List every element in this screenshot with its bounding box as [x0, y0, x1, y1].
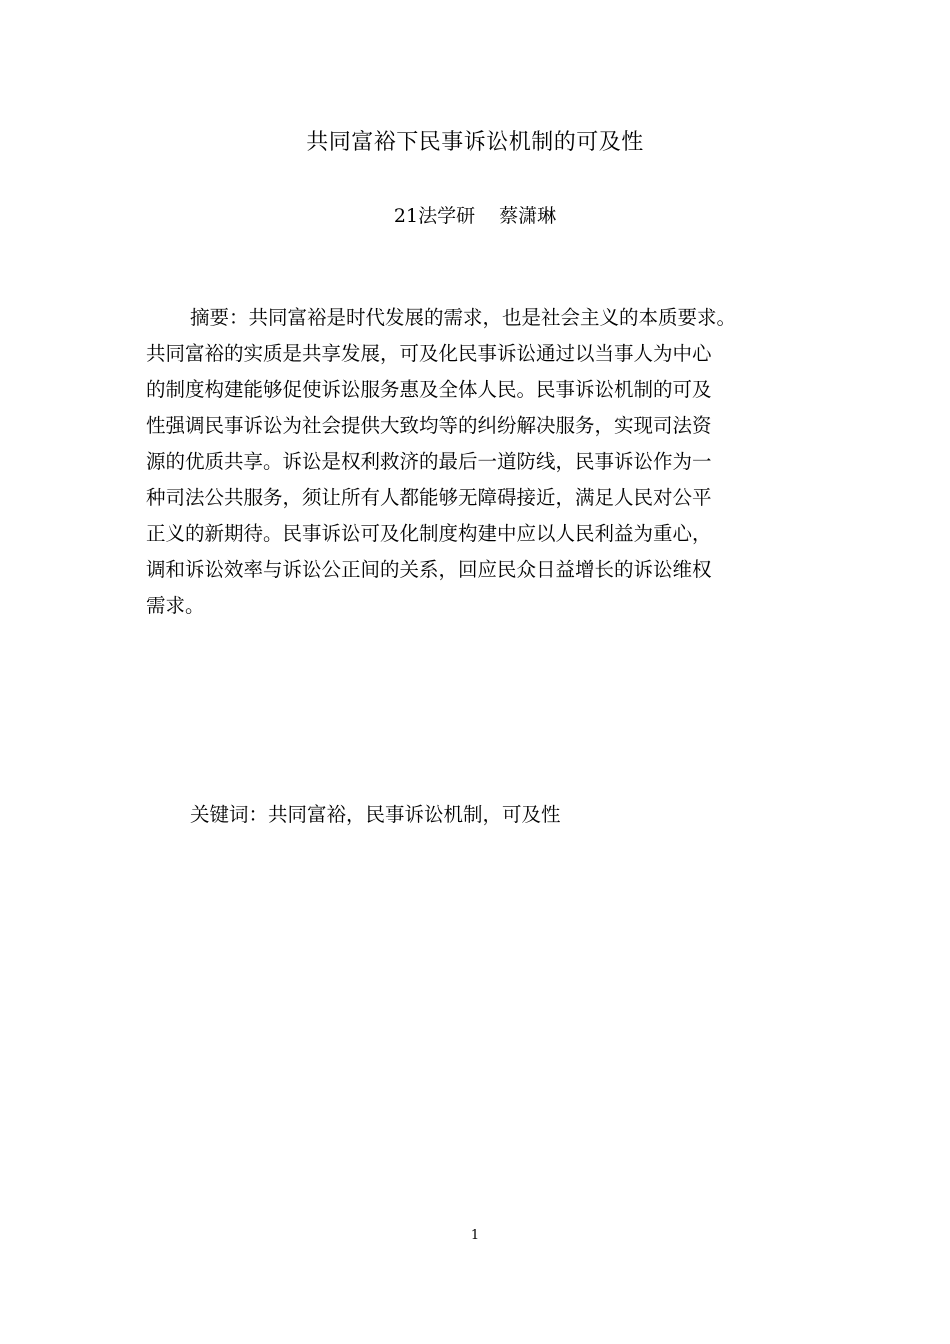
abstract-line: 的制度构建能够促使诉讼服务惠及全体人民。民事诉讼机制的可及	[146, 378, 712, 401]
abstract-line: 正义的新期待。民事诉讼可及化制度构建中应以人民利益为重心，	[146, 522, 712, 545]
document-title: 共同富裕下民事诉讼机制的可及性	[306, 130, 644, 155]
page-number: 1	[470, 1228, 480, 1243]
keywords-line	[190, 800, 561, 830]
abstract-line: 性强调民事诉讼为社会提供大致均等的纠纷解决服务，实现司法资	[146, 414, 712, 437]
abstract-text: 共同富裕是时代发展的需求，也是社会主义的本质要求。	[248, 306, 737, 329]
keywords-label: 关键词：	[190, 803, 269, 826]
abstract-label: 摘要：	[190, 306, 249, 329]
abstract-paragraph	[146, 300, 826, 624]
abstract-line: 共同富裕的实质是共享发展，可及化民事诉讼通过以当事人为中心	[146, 342, 712, 365]
abstract-line	[146, 300, 826, 336]
keywords-text: 共同富裕，民事诉讼机制，可及性	[268, 803, 561, 826]
abstract-line: 源的优质共享。诉讼是权利救济的最后一道防线，民事诉讼作为一	[146, 450, 712, 473]
abstract-line: 调和诉讼效率与诉讼公正间的关系，回应民众日益增长的诉讼维权	[146, 558, 712, 581]
author-affiliation: 21法学研	[393, 205, 476, 227]
abstract-line: 需求。	[146, 594, 205, 617]
author-line	[0, 203, 950, 229]
abstract-line: 种司法公共服务，须让所有人都能够无障碍接近，满足人民对公平	[146, 486, 712, 509]
author-name: 蔡潇琳	[499, 205, 557, 227]
